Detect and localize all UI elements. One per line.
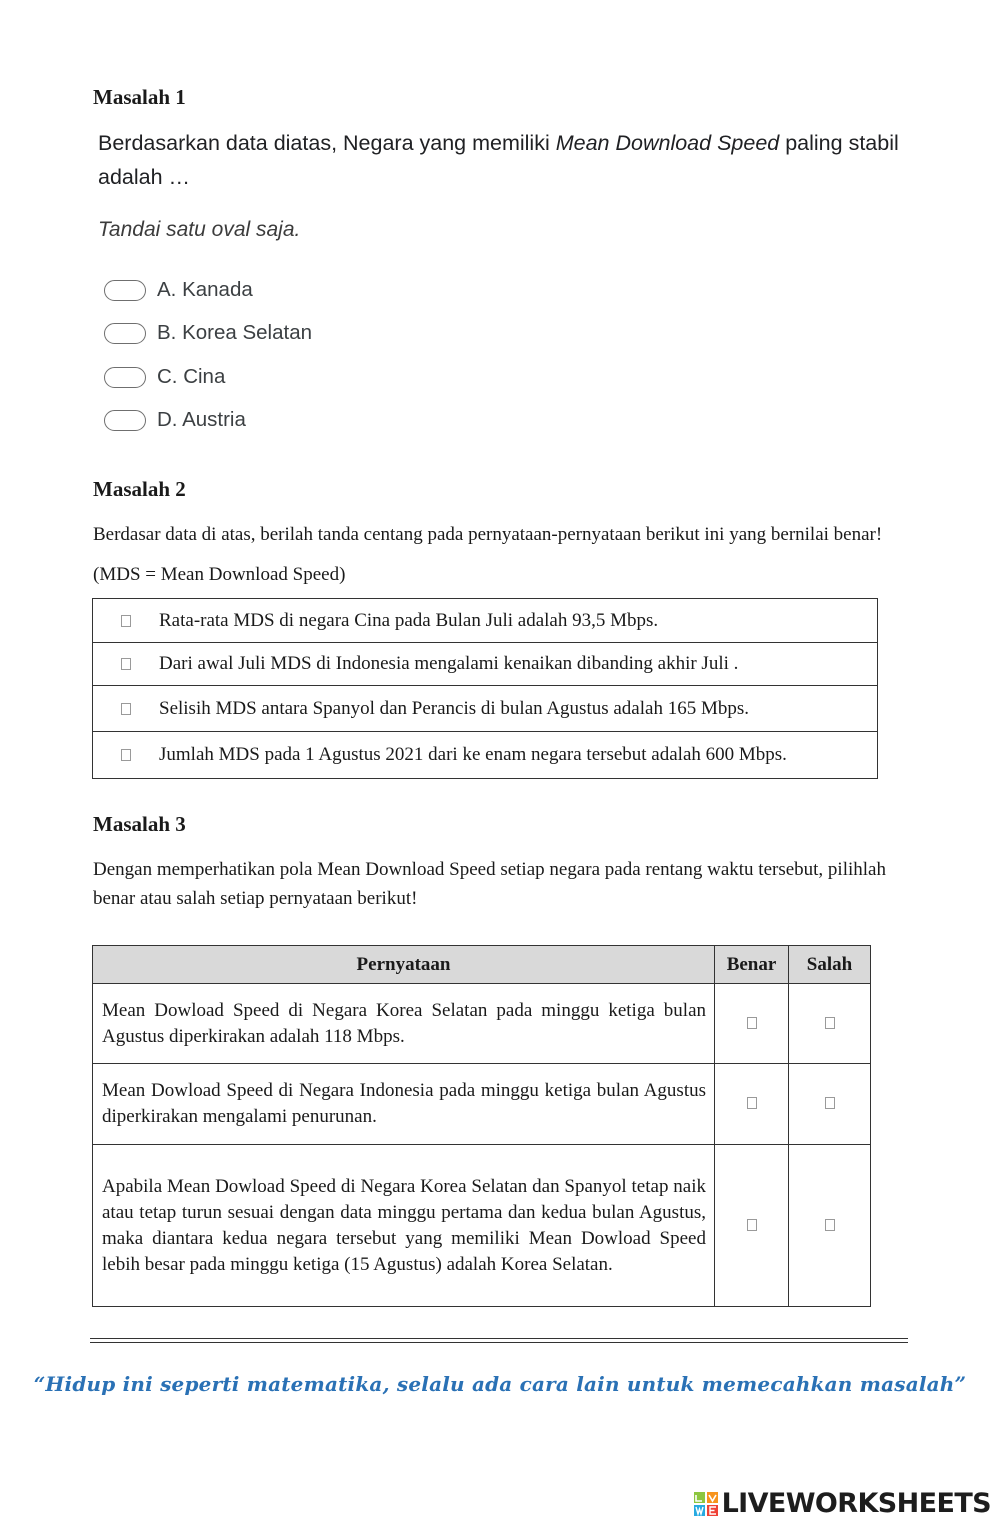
statement-cell: Mean Dowload Speed di Negara Korea Selatan pada minggu ketiga bulan Agustus diperkirakan adalah 118 Mbps. xyxy=(93,984,715,1064)
table-header-row xyxy=(93,946,871,984)
header-benar: Benar xyxy=(715,946,789,984)
option-d[interactable] xyxy=(104,405,246,435)
footer-divider-thin xyxy=(90,1342,908,1343)
checklist-item[interactable] xyxy=(93,610,877,632)
benar-checkbox[interactable] xyxy=(747,1097,757,1109)
checkbox[interactable] xyxy=(121,703,131,715)
checklist-item[interactable] xyxy=(93,698,877,720)
masalah2-heading: Masalah 2 xyxy=(93,477,186,501)
footer-quote: “Hidup ini seperti matematika, selalu ada cara lain untuk memecahkan masalah” xyxy=(33,1372,967,1396)
statement-text: Selisih MDS antara Spanyol dan Perancis di bulan Agustus adalah 165 Mbps. xyxy=(159,697,749,719)
checkbox-cell xyxy=(93,615,159,627)
masalah3-instruction: Dengan memperhatikan pola Mean Download Speed setiap negara pada rentang waktu tersebut, pilihlah benar atau salah setiap pernyataan berikut! xyxy=(93,859,886,909)
checklist-cell xyxy=(93,686,878,732)
question-text-emphasis: Mean Download Speed xyxy=(555,131,780,155)
benar-checkbox[interactable] xyxy=(747,1017,757,1029)
salah-cell xyxy=(789,984,871,1064)
benar-cell xyxy=(715,984,789,1064)
benar-checkbox[interactable] xyxy=(747,1219,757,1231)
radio-oval[interactable] xyxy=(104,367,146,388)
brand-name: LIVEWORKSHEETS xyxy=(721,1488,991,1519)
checklist-cell xyxy=(93,732,878,779)
statement-text: Dari awal Juli MDS di Indonesia mengalami kenaikan dibanding akhir Juli . xyxy=(159,653,739,674)
benar-cell xyxy=(715,1145,789,1307)
option-label: A. Kanada xyxy=(157,278,253,301)
option-label: D. Austria xyxy=(157,408,246,431)
benar-cell xyxy=(715,1064,789,1145)
table-row xyxy=(93,1064,871,1145)
masalah1-hint: Tandai satu oval saja. xyxy=(98,218,301,241)
question-text-post: paling stabil adalah … xyxy=(98,131,899,189)
option-a[interactable] xyxy=(104,275,253,305)
checklist-row xyxy=(93,643,878,686)
option-label: B. Korea Selatan xyxy=(157,321,312,344)
checkbox-cell xyxy=(93,703,159,715)
masalah1-heading: Masalah 1 xyxy=(93,85,186,109)
statement-text: Rata-rata MDS di negara Cina pada Bulan Juli adalah 93,5 Mbps. xyxy=(159,609,659,631)
header-salah: Salah xyxy=(789,946,871,984)
radio-oval[interactable] xyxy=(104,280,146,301)
checklist-item[interactable] xyxy=(93,653,877,675)
table-row xyxy=(93,984,871,1064)
header-pernyataan: Pernyataan xyxy=(93,946,715,984)
radio-oval[interactable] xyxy=(104,323,146,344)
table-row xyxy=(93,1145,871,1307)
checklist-row xyxy=(93,686,878,732)
salah-checkbox[interactable] xyxy=(825,1097,835,1109)
statement-cell: Mean Dowload Speed di Negara Indonesia pada minggu ketiga bulan Agustus diperkirakan mengalami penurunan. xyxy=(93,1064,715,1145)
masalah1-question xyxy=(98,126,928,194)
option-c[interactable] xyxy=(104,362,225,392)
statement-cell: Apabila Mean Dowload Speed di Negara Korea Selatan dan Spanyol tetap naik atau tetap turun sesuai dengan data minggu pertama dan kedua bulan Agustus, maka diantara kedua negara tersebut yang memiliki Mean Dowload Speed lebih besar pada minggu ketiga (15 Agustus) adalah Korea Selatan. xyxy=(93,1145,715,1307)
checklist-row xyxy=(93,599,878,643)
checklist-item[interactable] xyxy=(93,744,877,766)
masalah3-heading: Masalah 3 xyxy=(93,812,186,836)
salah-checkbox[interactable] xyxy=(825,1017,835,1029)
option-b[interactable] xyxy=(104,318,312,348)
question-text-pre: Berdasarkan data diatas, Negara yang memiliki xyxy=(98,131,556,155)
footer-divider xyxy=(90,1338,908,1339)
checkbox-cell xyxy=(93,749,159,761)
liveworksheets-logo-icon xyxy=(693,1491,719,1517)
masalah2-checklist xyxy=(92,598,878,779)
checklist-cell xyxy=(93,643,878,686)
checkbox[interactable] xyxy=(121,749,131,761)
liveworksheets-brand xyxy=(693,1488,991,1519)
salah-cell xyxy=(789,1064,871,1145)
checkbox-cell xyxy=(93,658,159,670)
checklist-row xyxy=(93,732,878,779)
masalah3-table xyxy=(92,945,871,1307)
checklist-cell xyxy=(93,599,878,643)
statement-text: Jumlah MDS pada 1 Agustus 2021 dari ke enam negara tersebut adalah 600 Mbps. xyxy=(159,744,787,765)
masalah2-instruction: Berdasar data di atas, berilah tanda centang pada pernyataan-pernyataan berikut ini yang bernilai benar! (MDS = Mean Download Speed) xyxy=(93,524,883,585)
checkbox[interactable] xyxy=(121,615,131,627)
radio-oval[interactable] xyxy=(104,410,146,431)
option-label: C. Cina xyxy=(157,365,226,388)
checkbox[interactable] xyxy=(121,658,131,670)
salah-checkbox[interactable] xyxy=(825,1219,835,1231)
salah-cell xyxy=(789,1145,871,1307)
